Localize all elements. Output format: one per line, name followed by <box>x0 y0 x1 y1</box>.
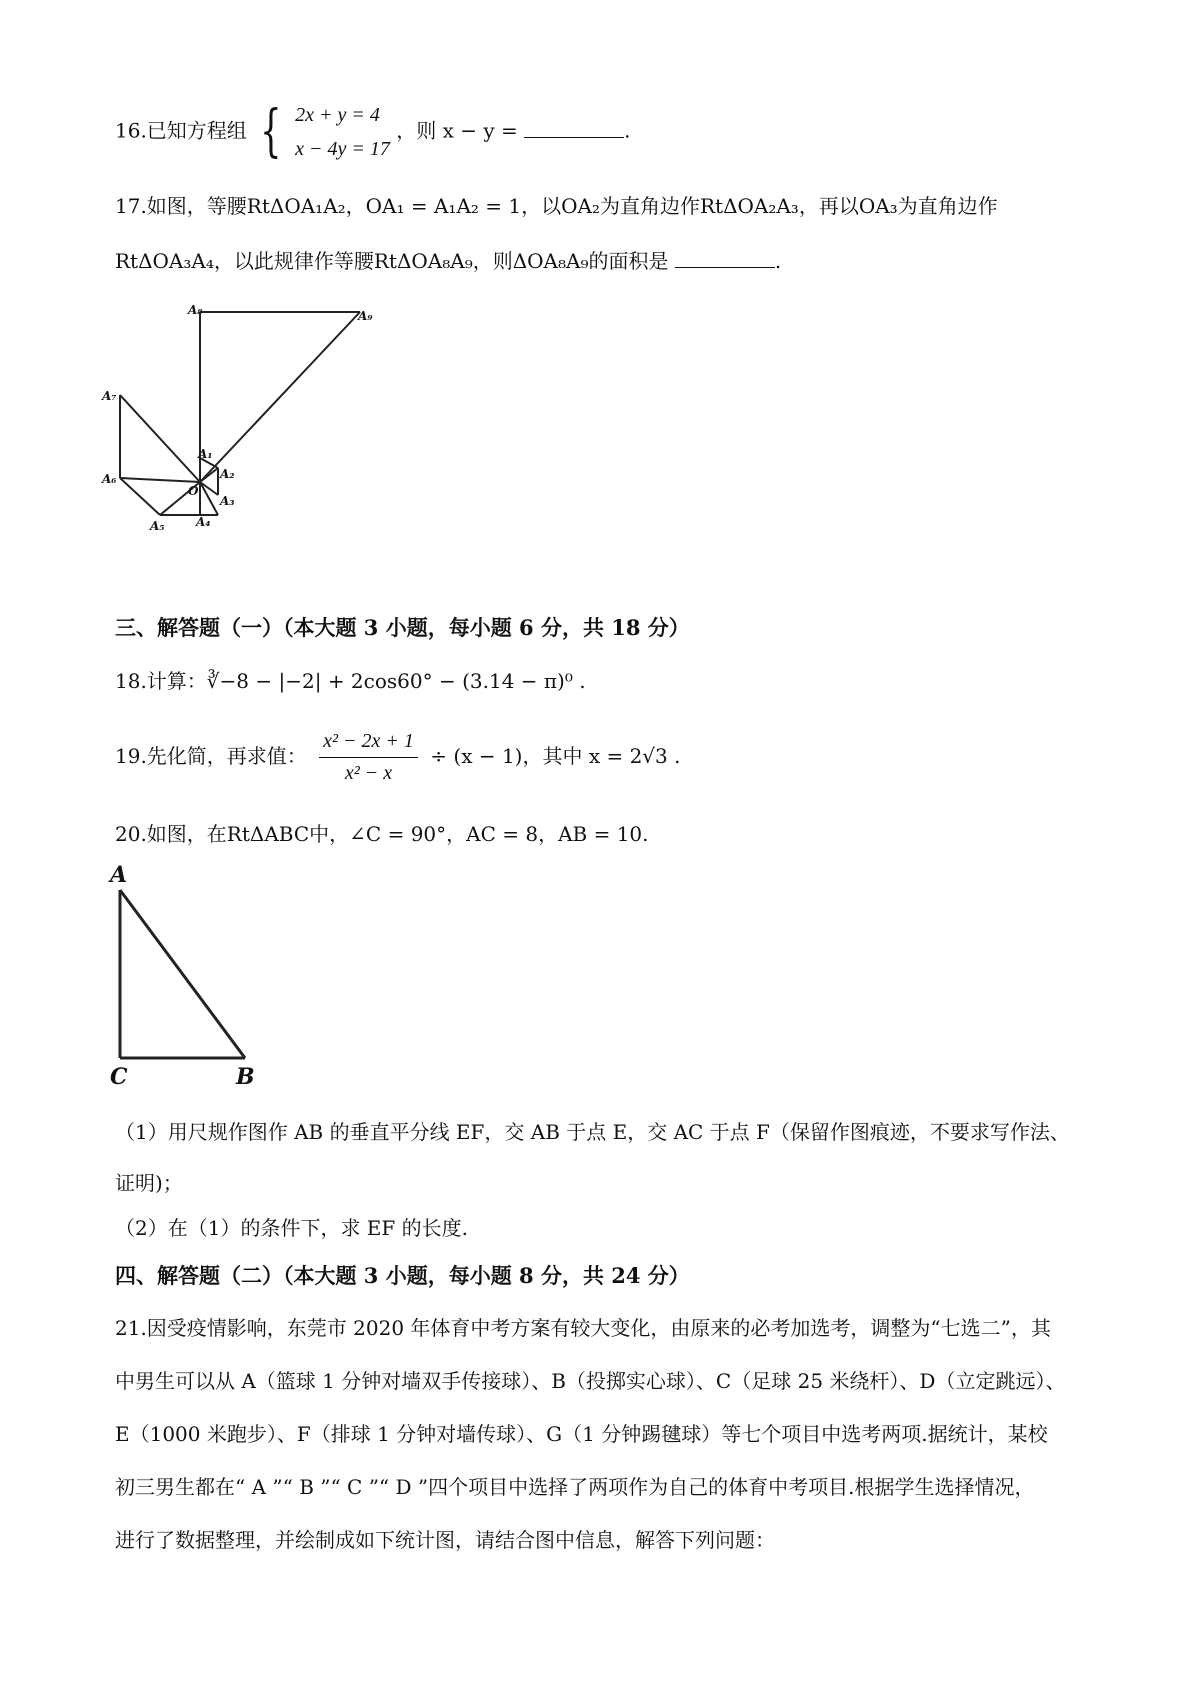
label-a3: A₃ <box>220 494 235 508</box>
question-21-line-2: 中男生可以从 A（篮球 1 分钟对墙双手传接球）、B（投掷实心球）、C（足球 25 米绕杆）、D（立定跳远）、 <box>115 1369 1066 1393</box>
label-a: A <box>110 862 128 888</box>
question-18: 18.计算：∛−8 − |−2| + 2cos60° − (3.14 − π)⁰ . <box>115 669 586 693</box>
right-triangle-figure <box>100 862 280 1092</box>
label-a2: A₂ <box>220 467 235 481</box>
question-17-line-1: 17.如图，等腰RtΔOA₁A₂，OA₁ = A₁A₂ = 1，以OA₂为直角边作RtΔOA₂A₃，再以OA₃为直角边作 <box>115 194 998 218</box>
label-a5: A₅ <box>150 519 165 533</box>
spiral-triangles-figure <box>100 300 400 550</box>
label-c: C <box>110 1064 128 1090</box>
question-19: 19.先化简，再求值： $\frac{\text{x² − 2x + 1}}{\text{x² − x}}$ ÷ (x − 1)，其中 x = 2√3 . <box>115 730 681 784</box>
question-21-line-5: 进行了数据整理，并绘制成如下统计图，请结合图中信息，解答下列问题： <box>115 1528 775 1552</box>
label-a7: A₇ <box>102 389 117 403</box>
q20-part-2: （2）在（1）的条件下，求 EF 的长度. <box>115 1216 468 1240</box>
label-a6: A₆ <box>102 472 117 486</box>
section-3-heading: 三、解答题（一）（本大题 3 小题，每小题 6 分，共 18 分） <box>115 615 690 640</box>
question-21-line-4: 初三男生都在“ A ”“ B ”“ C ”“ D ”四个项目中选择了两项作为自己的体育中考项目.根据学生选择情况， <box>115 1475 1035 1499</box>
label-a1: A₁ <box>198 447 213 461</box>
q16-prefix: 16.已知方程组 <box>115 118 247 143</box>
label-o: O <box>188 484 199 498</box>
q16-ask: ，则 x − y = <box>396 118 518 143</box>
question-20: 20.如图，在RtΔABC中，∠C = 90°，AC = 8，AB = 10. <box>115 822 649 846</box>
fraction: $\frac{\text{x² − 2x + 1}}{\text{x² − x}}$ <box>319 730 418 785</box>
q20-part-1-line-2: 证明)； <box>115 1171 183 1195</box>
section-4-heading: 四、解答题（二）（本大题 3 小题，每小题 8 分，共 24 分） <box>115 1263 690 1288</box>
question-17-line-2: RtΔOA₃A₄，以此规律作等腰RtΔOA₈A₉，则ΔOA₈A₉的面积是 . <box>115 249 782 273</box>
equation-system <box>295 98 390 166</box>
question-21-line-3: E（1000 米跑步）、F（排球 1 分钟对墙传球）、G（1 分钟踢毽球）等七个项目中选考两项.据统计，某校 <box>115 1422 1048 1446</box>
label-a4: A₄ <box>196 515 211 529</box>
label-a8: A₈ <box>188 303 203 317</box>
q20-part-1-line-1: （1）用尺规作图作 AB 的垂直平分线 EF，交 AB 于点 E，交 AC 于点 F（保留作图痕迹，不要求写作法、 <box>115 1120 1070 1144</box>
system-brace: { <box>260 99 282 164</box>
label-b: B <box>236 1064 255 1090</box>
question-16: 16.已知方程组 { 2x + y = 4 x − 4y = 17 ，则 x − y = . <box>115 99 631 164</box>
equation-1: 2x + y = 4 <box>295 104 380 126</box>
answer-blank-16 <box>524 119 624 138</box>
equation-2: x − 4y = 17 <box>295 138 390 160</box>
answer-blank-17 <box>675 249 775 268</box>
label-a9: A₉ <box>358 309 373 323</box>
question-21-line-1: 21.因受疫情影响，东莞市 2020 年体育中考方案有较大变化，由原来的必考加选考，调整为“七选二”，其 <box>115 1316 1051 1340</box>
